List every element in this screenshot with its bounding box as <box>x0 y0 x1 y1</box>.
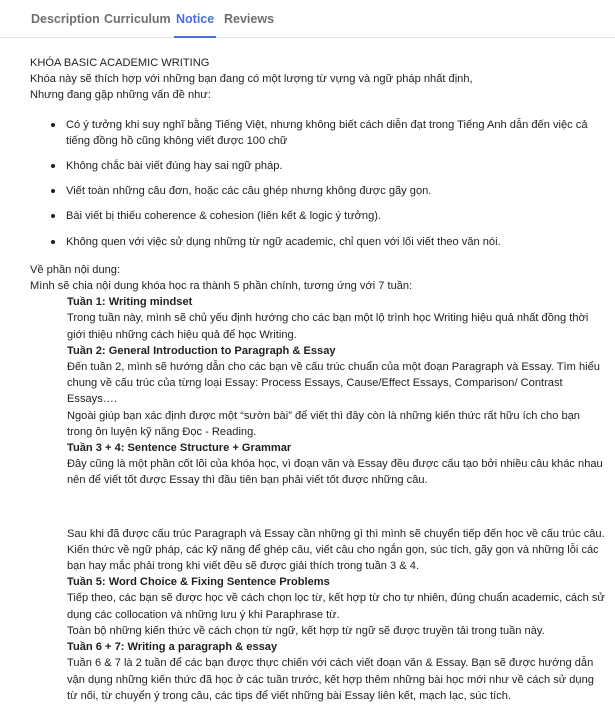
content-summary: Mình sẽ chia nội dung khóa học ra thành 5 phần chính, tương ứng với 7 tuần: <box>30 280 413 293</box>
week-5-title: Tuần 5: Word Choice & Fixing Sentence Problems <box>67 576 330 589</box>
week-3-4-title: Tuần 3 + 4: Sentence Structure + Grammar <box>67 442 292 455</box>
tab-curriculum[interactable]: Curriculum <box>104 12 171 26</box>
week-2-body: Đến tuần 2, mình sẽ hướng dẫn cho các bạn về cấu trúc chuẩn của một đoạn Paragraph và Essay. Tìm hiểu chung về cấu trúc của từng loại Essay: Process Essays, Cause/Effect Essays, Comparison/ Contrast Essays…. <box>67 361 600 406</box>
list-item: Viết toàn những câu đơn, hoặc các câu ghép nhưng không được gãy gọn. <box>51 183 605 199</box>
week-5-body-extra: Toàn bộ những kiến thức về cách chọn từ ngữ, kết hợp từ ngữ sẽ được truyền tải trong tuần này. <box>67 624 545 637</box>
tab-notice[interactable]: Notice <box>176 12 215 26</box>
weeks-list <box>30 294 605 704</box>
content-heading: Về phần nội dung: <box>30 263 121 276</box>
course-title: KHÓA BASIC ACADEMIC WRITING <box>30 57 210 69</box>
week-1-body: Trong tuần này, mình sẽ chủ yếu định hướng cho các bạn một lộ trình học Writing hiệu quả nhất đồng thời giới thiệu những cách hiệu quả để học Writing. <box>67 312 589 341</box>
spacer <box>67 489 605 526</box>
list-item: Không chắc bài viết đúng hay sai ngữ pháp. <box>51 158 605 174</box>
week-5-body: Tiếp theo, các bạn sẽ được học về cách chọn lọc từ, kết hợp từ cho tự nhiên, đúng chuẩn academic, cách sử dụng các collocation và những lưu ý khi Paraphrase từ. <box>67 592 605 621</box>
tab-description[interactable]: Description <box>31 12 100 26</box>
week-3-4-body: Đây cũng là một phần cốt lõi của khóa học, vì đoạn văn và Essay đều được cấu tạo bởi nhiều câu khác nhau nên để viết tốt được Essay thì đầu tiên bạn phải viết tốt được những câu. <box>67 458 603 487</box>
list-item: Không quen với việc sử dụng những từ ngữ academic, chỉ quen với lối viết theo văn nói. <box>51 234 605 250</box>
list-item: Bài viết bị thiếu coherence & cohesion (liên kết & logic ý tưởng). <box>51 208 605 224</box>
week-2-body-extra: Ngoài giúp bạn xác định được một “sườn bài” để viết thì đây còn là những kiến thức rất hữu ích cho bạn trong ôn luyện kỹ năng Đọc - Reading. <box>67 409 580 438</box>
week-3-4-body-extra: Sau khi đã được cấu trúc Paragraph và Essay cần những gì thì mình sẽ chuyển tiếp đến học về cấu trúc câu. Kiến thức về ngữ pháp, các kỹ năng để ghép câu, viết câu cho ngắn gọn, súc tích, gãy gọn và những lỗi các bạn hay mắc phải trong khi viết đều sẽ được giải thích trong tuần 3 & 4. <box>67 527 605 573</box>
week-6-7-title: Tuần 6 + 7: Writing a paragraph & essay <box>67 641 278 654</box>
week-6-7-body: Tuần 6 & 7 là 2 tuần để các bạn được thực chiến với cách viết đoạn văn & Essay. Bạn sẽ được hướng dẫn vận dụng những kiến thức đã học ở các tuần trước, kết hợp thêm những bài học mới như về cách sử dụng từ nối, từ chuyển ý trong câu, các tips để viết những bài Essay liên kết, mạch lạc, súc tích. <box>67 657 594 702</box>
intro-text: Khóa này sẽ thích hợp với những bạn đang có một lượng từ vựng và ngữ pháp nhất định, <box>30 73 473 86</box>
notice-content <box>30 55 605 704</box>
list-item: Có ý tưởng khi suy nghĩ bằng Tiếng Việt, nhưng không biết cách diễn đạt trong Tiếng Anh dẫn đến việc cả tiếng đồng hồ cũng không viết được 100 chữ <box>51 117 605 149</box>
week-2-title: Tuần 2: General Introduction to Paragraph & Essay <box>67 344 336 357</box>
intro-text: Nhưng đang gặp những vấn đề như: <box>30 89 211 102</box>
tab-reviews[interactable]: Reviews <box>224 12 275 26</box>
week-1-title: Tuần 1: Writing mindset <box>67 296 193 309</box>
course-tabs <box>0 0 615 38</box>
problem-list <box>30 117 605 250</box>
